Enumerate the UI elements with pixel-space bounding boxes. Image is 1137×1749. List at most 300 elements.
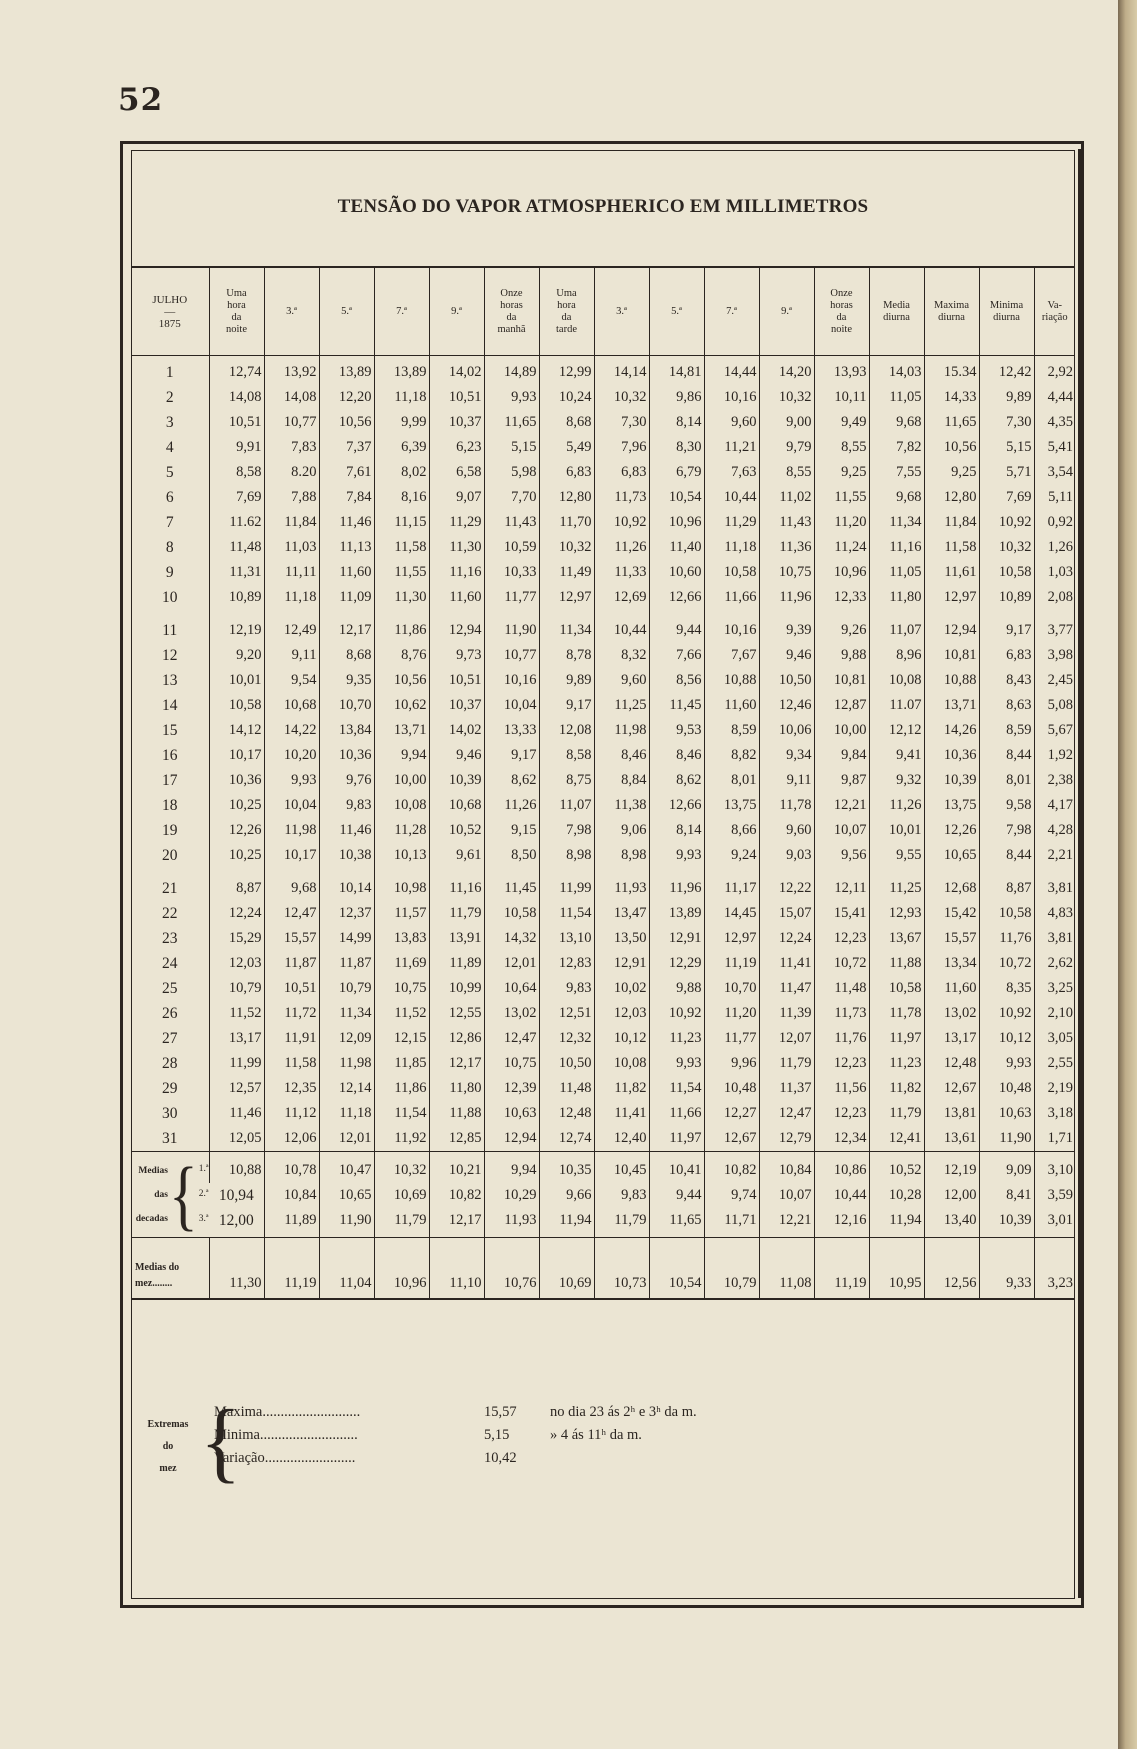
- value-cell: 9,93: [649, 1051, 704, 1076]
- extreme-note: » 4 ás 11ʰ da m.: [550, 1427, 642, 1443]
- value-cell: 9,91: [209, 435, 264, 460]
- value-cell: 6,83: [539, 460, 594, 485]
- value-cell: 11,03: [264, 535, 319, 560]
- value-cell: 11,93: [594, 876, 649, 901]
- value-cell: 11,60: [319, 560, 374, 585]
- value-cell: 11,48: [814, 976, 869, 1001]
- spacer-cell: [979, 868, 1034, 876]
- value-cell: 5,67: [1034, 718, 1075, 743]
- value-cell: 8,96: [869, 643, 924, 668]
- value-cell: 5,71: [979, 460, 1034, 485]
- value-cell: 10,48: [979, 1076, 1034, 1101]
- value-cell: 3,81: [1034, 926, 1075, 951]
- decade-spacer: [131, 868, 1075, 876]
- decade-means-words: Medias das decadas: [135, 1165, 168, 1224]
- book-spine: [1118, 0, 1137, 1749]
- value-cell: 10,25: [209, 793, 264, 818]
- value-cell: 14,03: [869, 356, 924, 386]
- value-cell: 11,45: [484, 876, 539, 901]
- value-cell: 4,83: [1034, 901, 1075, 926]
- table-row: [131, 618, 1075, 643]
- value-cell: 6,83: [594, 460, 649, 485]
- value-cell: 11,88: [869, 951, 924, 976]
- value-cell: 11,78: [759, 793, 814, 818]
- spacer-cell: [924, 610, 979, 618]
- value-cell: 11,26: [484, 793, 539, 818]
- value-cell: 9,34: [759, 743, 814, 768]
- value-cell: 11,84: [264, 510, 319, 535]
- value-cell: 11,54: [539, 901, 594, 926]
- spacer-cell: [979, 610, 1034, 618]
- spacer-cell: [649, 868, 704, 876]
- value-cell: 12,14: [319, 1076, 374, 1101]
- value-cell: 9,44: [649, 1183, 704, 1208]
- value-cell: 11,41: [759, 951, 814, 976]
- value-cell: 15,41: [814, 901, 869, 926]
- value-cell: 10,70: [704, 976, 759, 1001]
- value-cell: 10,84: [759, 1152, 814, 1184]
- value-cell: 3,25: [1034, 976, 1075, 1001]
- day-cell: 20: [162, 846, 178, 864]
- value-cell: 12,47: [264, 901, 319, 926]
- value-cell: 11,39: [759, 1001, 814, 1026]
- spacer-cell: [759, 868, 814, 876]
- value-cell: 9,60: [594, 668, 649, 693]
- value-cell: 12,85: [429, 1126, 484, 1152]
- value-cell: 11,54: [374, 1101, 429, 1126]
- value-cell: 8,63: [979, 693, 1034, 718]
- value-cell: 9,68: [869, 485, 924, 510]
- value-cell: 8,87: [209, 876, 264, 901]
- value-cell: 10,36: [209, 768, 264, 793]
- value-cell: 10,58: [209, 693, 264, 718]
- decade-means-brace: {: [168, 1151, 198, 1238]
- value-cell: 10,51: [264, 976, 319, 1001]
- table-row: [131, 585, 1075, 610]
- value-cell: 11,97: [649, 1126, 704, 1152]
- day-cell: 5: [165, 463, 174, 481]
- month-extremes: [134, 1390, 734, 1492]
- value-cell: 11,18: [374, 385, 429, 410]
- spacer-cell: [594, 868, 649, 876]
- spacer-cell: [1034, 868, 1075, 876]
- value-cell: 11,89: [264, 1208, 319, 1238]
- value-cell: 13,34: [924, 951, 979, 976]
- value-cell: 11,89: [429, 951, 484, 976]
- value-cell: 12,00: [924, 1183, 979, 1208]
- value-cell: 8,58: [209, 460, 264, 485]
- extreme-label: Variação.........................: [214, 1450, 356, 1466]
- value-cell: 4,35: [1034, 410, 1075, 435]
- value-cell: 12,94: [924, 618, 979, 643]
- value-cell: 12,42: [979, 356, 1034, 386]
- value-cell: 11,05: [869, 385, 924, 410]
- spacer-cell: [319, 610, 374, 618]
- value-cell: 7,96: [594, 435, 649, 460]
- value-cell: 12,39: [484, 1076, 539, 1101]
- value-cell: 11,96: [649, 876, 704, 901]
- value-cell: 12,21: [814, 793, 869, 818]
- value-cell: 10,72: [814, 951, 869, 976]
- value-cell: 10,14: [319, 876, 374, 901]
- value-cell: 12,09: [319, 1026, 374, 1051]
- value-cell: 13,89: [374, 356, 429, 386]
- value-cell: 8,41: [979, 1183, 1034, 1208]
- value-cell: 9,93: [484, 385, 539, 410]
- value-cell: 10,44: [814, 1183, 869, 1208]
- value-cell: 10,51: [429, 385, 484, 410]
- value-cell: 4,44: [1034, 385, 1075, 410]
- value-cell: 10,50: [759, 668, 814, 693]
- value-cell: 11,73: [814, 1001, 869, 1026]
- value-cell: 12,23: [814, 1101, 869, 1126]
- value-cell: 12,26: [924, 818, 979, 843]
- value-cell: 10,88: [209, 1152, 264, 1184]
- value-cell: 14,89: [484, 356, 539, 386]
- value-cell: 11,55: [814, 485, 869, 510]
- value-cell: 11,18: [704, 535, 759, 560]
- value-cell: 10,12: [979, 1026, 1034, 1051]
- extreme-label: Maxima...........................: [214, 1404, 361, 1420]
- value-cell: 13,50: [594, 926, 649, 951]
- spacer-cell: [264, 868, 319, 876]
- value-cell: 8,30: [649, 435, 704, 460]
- value-cell: 9,89: [979, 385, 1034, 410]
- value-cell: 12,86: [429, 1026, 484, 1051]
- value-cell: 11,20: [814, 510, 869, 535]
- value-cell: 15,57: [264, 926, 319, 951]
- value-cell: 11,80: [429, 1076, 484, 1101]
- value-cell: 11,79: [759, 1051, 814, 1076]
- value-cell: 3,59: [1034, 1183, 1075, 1208]
- value-cell: 9,94: [484, 1152, 539, 1184]
- value-cell: 10,36: [319, 743, 374, 768]
- value-cell: 3,01: [1034, 1208, 1075, 1238]
- value-cell: 14,44: [704, 356, 759, 386]
- value-cell: 10,58: [979, 901, 1034, 926]
- value-cell: 8,76: [374, 643, 429, 668]
- value-cell: 11,12: [264, 1101, 319, 1126]
- value-cell: 9,17: [979, 618, 1034, 643]
- table-row: [131, 843, 1075, 868]
- spacer-cell: [1034, 610, 1075, 618]
- value-cell: 12,97: [704, 926, 759, 951]
- value-cell: 14,20: [759, 356, 814, 386]
- value-cell: 8,98: [594, 843, 649, 868]
- value-cell: 14,12: [209, 718, 264, 743]
- value-cell: 12,48: [539, 1101, 594, 1126]
- value-cell: 10,24: [539, 385, 594, 410]
- value-cell: 10,08: [869, 668, 924, 693]
- value-cell: 9,35: [319, 668, 374, 693]
- value-cell: 11,82: [869, 1076, 924, 1101]
- column-header: 7.ª: [374, 267, 429, 356]
- value-cell: 10,28: [869, 1183, 924, 1208]
- value-cell: 11,24: [814, 535, 869, 560]
- value-cell: 8,46: [649, 743, 704, 768]
- value-cell: 9,94: [374, 743, 429, 768]
- value-cell: 11,58: [924, 535, 979, 560]
- value-cell: 11,49: [539, 560, 594, 585]
- day-cell: 8: [165, 538, 174, 556]
- value-cell: 9,24: [704, 843, 759, 868]
- table-row: [131, 693, 1075, 718]
- value-cell: 12,37: [319, 901, 374, 926]
- spacer-cell: [374, 610, 429, 618]
- value-cell: 10,81: [924, 643, 979, 668]
- value-cell: 5,41: [1034, 435, 1075, 460]
- value-cell: 8,87: [979, 876, 1034, 901]
- value-cell: 11,86: [374, 618, 429, 643]
- value-cell: 11,09: [319, 585, 374, 610]
- value-cell: 2,10: [1034, 1001, 1075, 1026]
- value-cell: 9,33: [979, 1238, 1034, 1300]
- value-cell: 8,68: [539, 410, 594, 435]
- spacer-cell: [924, 868, 979, 876]
- table-row: [131, 435, 1075, 460]
- value-cell: 12,16: [814, 1208, 869, 1238]
- value-cell: 6,83: [979, 643, 1034, 668]
- value-cell: 10,29: [484, 1183, 539, 1208]
- value-cell: 10,41: [649, 1152, 704, 1184]
- value-cell: 9,93: [979, 1051, 1034, 1076]
- value-cell: 11,79: [869, 1101, 924, 1126]
- value-cell: 10,56: [319, 410, 374, 435]
- value-cell: 10,75: [484, 1051, 539, 1076]
- value-cell: 12,19: [924, 1152, 979, 1184]
- value-cell: 10,04: [484, 693, 539, 718]
- value-cell: 9,74: [704, 1183, 759, 1208]
- value-cell: 11,92: [374, 1126, 429, 1152]
- value-cell: 10,45: [594, 1152, 649, 1184]
- value-cell: 9,46: [429, 743, 484, 768]
- value-cell: 11,16: [429, 560, 484, 585]
- value-cell: 15,07: [759, 901, 814, 926]
- value-cell: 12,03: [594, 1001, 649, 1026]
- value-cell: 8,56: [649, 668, 704, 693]
- day-cell: 10: [162, 588, 178, 606]
- value-cell: 12,51: [539, 1001, 594, 1026]
- value-cell: 12,29: [649, 951, 704, 976]
- value-cell: 11,48: [539, 1076, 594, 1101]
- value-cell: 10,32: [539, 535, 594, 560]
- value-cell: 8,01: [704, 768, 759, 793]
- value-cell: 12,00: [218, 1211, 254, 1229]
- value-cell: 3,98: [1034, 643, 1075, 668]
- table-title: TENSÃO DO VAPOR ATMOSPHERICO EM MILLIMETROS: [337, 196, 869, 217]
- value-cell: 10,25: [209, 843, 264, 868]
- value-cell: 11,21: [704, 435, 759, 460]
- day-cell: 19: [162, 821, 178, 839]
- value-cell: 9,73: [429, 643, 484, 668]
- day-cell: 23: [162, 929, 178, 947]
- day-cell: 29: [162, 1079, 178, 1097]
- value-cell: 9,15: [484, 818, 539, 843]
- value-cell: 11,72: [264, 1001, 319, 1026]
- value-cell: 9,96: [704, 1051, 759, 1076]
- column-header: Uma hora da tarde: [539, 267, 594, 356]
- value-cell: 14,26: [924, 718, 979, 743]
- decade-mean-row: [131, 1152, 1075, 1184]
- value-cell: 9,09: [979, 1152, 1034, 1184]
- table-row: [131, 926, 1075, 951]
- value-cell: 12,47: [484, 1026, 539, 1051]
- value-cell: 11,98: [594, 718, 649, 743]
- value-cell: 11,31: [209, 560, 264, 585]
- value-cell: 10,16: [704, 385, 759, 410]
- value-cell: 12,24: [209, 901, 264, 926]
- value-cell: 11,54: [649, 1076, 704, 1101]
- value-cell: 8,16: [374, 485, 429, 510]
- value-cell: 10,35: [539, 1152, 594, 1184]
- table-row: [131, 510, 1075, 535]
- spacer-cell: [649, 610, 704, 618]
- column-header: Onze horas da noite: [814, 267, 869, 356]
- value-cell: 11,65: [484, 410, 539, 435]
- value-cell: 11,46: [319, 818, 374, 843]
- value-cell: 10,72: [979, 951, 1034, 976]
- value-cell: 7,55: [869, 460, 924, 485]
- value-cell: 9,88: [814, 643, 869, 668]
- value-cell: 10,59: [484, 535, 539, 560]
- value-cell: 11,99: [209, 1051, 264, 1076]
- value-cell: 11,66: [704, 585, 759, 610]
- value-cell: 10,32: [374, 1152, 429, 1184]
- table-row: [131, 356, 1075, 386]
- value-cell: 5,98: [484, 460, 539, 485]
- value-cell: 8,46: [594, 743, 649, 768]
- day-cell: 14: [162, 696, 178, 714]
- value-cell: 9,32: [869, 768, 924, 793]
- value-cell: 11,18: [319, 1101, 374, 1126]
- day-cell: 24: [162, 954, 178, 972]
- spacer-cell: [264, 610, 319, 618]
- value-cell: 12,94: [429, 618, 484, 643]
- value-cell: 8,98: [539, 843, 594, 868]
- value-cell: 9,76: [319, 768, 374, 793]
- day-cell: 6: [165, 488, 174, 506]
- value-cell: 12,23: [814, 926, 869, 951]
- value-cell: 10,65: [319, 1183, 374, 1208]
- value-cell: 12,66: [649, 585, 704, 610]
- value-cell: 13,89: [649, 901, 704, 926]
- day-cell: 11: [162, 621, 178, 639]
- value-cell: 11,13: [319, 535, 374, 560]
- value-cell: 13,92: [264, 356, 319, 386]
- value-cell: 9,46: [759, 643, 814, 668]
- value-cell: 11,37: [759, 1076, 814, 1101]
- value-cell: 12,83: [539, 951, 594, 976]
- spacer-cell: [374, 868, 429, 876]
- value-cell: 10,20: [264, 743, 319, 768]
- value-cell: 8,62: [484, 768, 539, 793]
- value-cell: 10,08: [594, 1051, 649, 1076]
- value-cell: 10,58: [704, 560, 759, 585]
- day-cell: 31: [162, 1129, 178, 1147]
- value-cell: 12,97: [539, 585, 594, 610]
- value-cell: 6,79: [649, 460, 704, 485]
- value-cell: 11,99: [539, 876, 594, 901]
- value-cell: 10,56: [374, 668, 429, 693]
- value-cell: 9,44: [649, 618, 704, 643]
- value-cell: 3,77: [1034, 618, 1075, 643]
- value-cell: 3,81: [1034, 876, 1075, 901]
- table-row: [131, 1051, 1075, 1076]
- value-cell: 10,00: [814, 718, 869, 743]
- value-cell: 11,25: [869, 876, 924, 901]
- value-cell: 12,26: [209, 818, 264, 843]
- column-header: 3.ª: [264, 267, 319, 356]
- value-cell: 8,59: [704, 718, 759, 743]
- value-cell: 10,44: [594, 618, 649, 643]
- value-cell: 10,04: [264, 793, 319, 818]
- value-cell: 9,68: [869, 410, 924, 435]
- value-cell: 10,56: [924, 435, 979, 460]
- table-row: [131, 743, 1075, 768]
- value-cell: 12,05: [209, 1126, 264, 1152]
- day-cell: 15: [162, 721, 178, 739]
- value-cell: 11,19: [704, 951, 759, 976]
- value-cell: 7,37: [319, 435, 374, 460]
- value-cell: 12,97: [924, 585, 979, 610]
- extreme-row: [214, 1404, 697, 1421]
- value-cell: 11,77: [704, 1026, 759, 1051]
- value-cell: 9,58: [979, 793, 1034, 818]
- value-cell: 2,92: [1034, 356, 1075, 386]
- value-cell: 10,65: [924, 843, 979, 868]
- value-cell: 9,49: [814, 410, 869, 435]
- value-cell: 11,43: [484, 510, 539, 535]
- value-cell: 7,67: [704, 643, 759, 668]
- value-cell: 12,03: [209, 951, 264, 976]
- spacer-cell: [131, 868, 209, 876]
- value-cell: 10,39: [924, 768, 979, 793]
- value-cell: 12,69: [594, 585, 649, 610]
- value-cell: 11,65: [924, 410, 979, 435]
- day-cell: 18: [162, 796, 178, 814]
- month-mean-row: [131, 1238, 1075, 1300]
- value-cell: 10,75: [759, 560, 814, 585]
- value-cell: 10,16: [484, 668, 539, 693]
- value-cell: 11,16: [869, 535, 924, 560]
- value-cell: 3,18: [1034, 1101, 1075, 1126]
- value-cell: 10,96: [649, 510, 704, 535]
- table-row: [131, 560, 1075, 585]
- table-body: [131, 356, 1075, 1300]
- value-cell: 1,03: [1034, 560, 1075, 585]
- value-cell: 11,93: [484, 1208, 539, 1238]
- value-cell: 10,17: [209, 743, 264, 768]
- value-cell: 10,88: [704, 668, 759, 693]
- value-cell: 13,93: [814, 356, 869, 386]
- value-cell: 9,17: [484, 743, 539, 768]
- spacer-cell: [484, 868, 539, 876]
- value-cell: 10,37: [429, 410, 484, 435]
- value-cell: 14,08: [264, 385, 319, 410]
- value-cell: 8,58: [539, 743, 594, 768]
- value-cell: 10,92: [649, 1001, 704, 1026]
- value-cell: 11,90: [319, 1208, 374, 1238]
- value-cell: 12,55: [429, 1001, 484, 1026]
- value-cell: 11,80: [869, 585, 924, 610]
- table-row: [131, 1101, 1075, 1126]
- value-cell: 12,57: [209, 1076, 264, 1101]
- value-cell: 8,82: [704, 743, 759, 768]
- value-cell: 11,33: [594, 560, 649, 585]
- value-cell: 11,79: [374, 1208, 429, 1238]
- day-cell: 21: [162, 879, 178, 897]
- value-cell: 7,66: [649, 643, 704, 668]
